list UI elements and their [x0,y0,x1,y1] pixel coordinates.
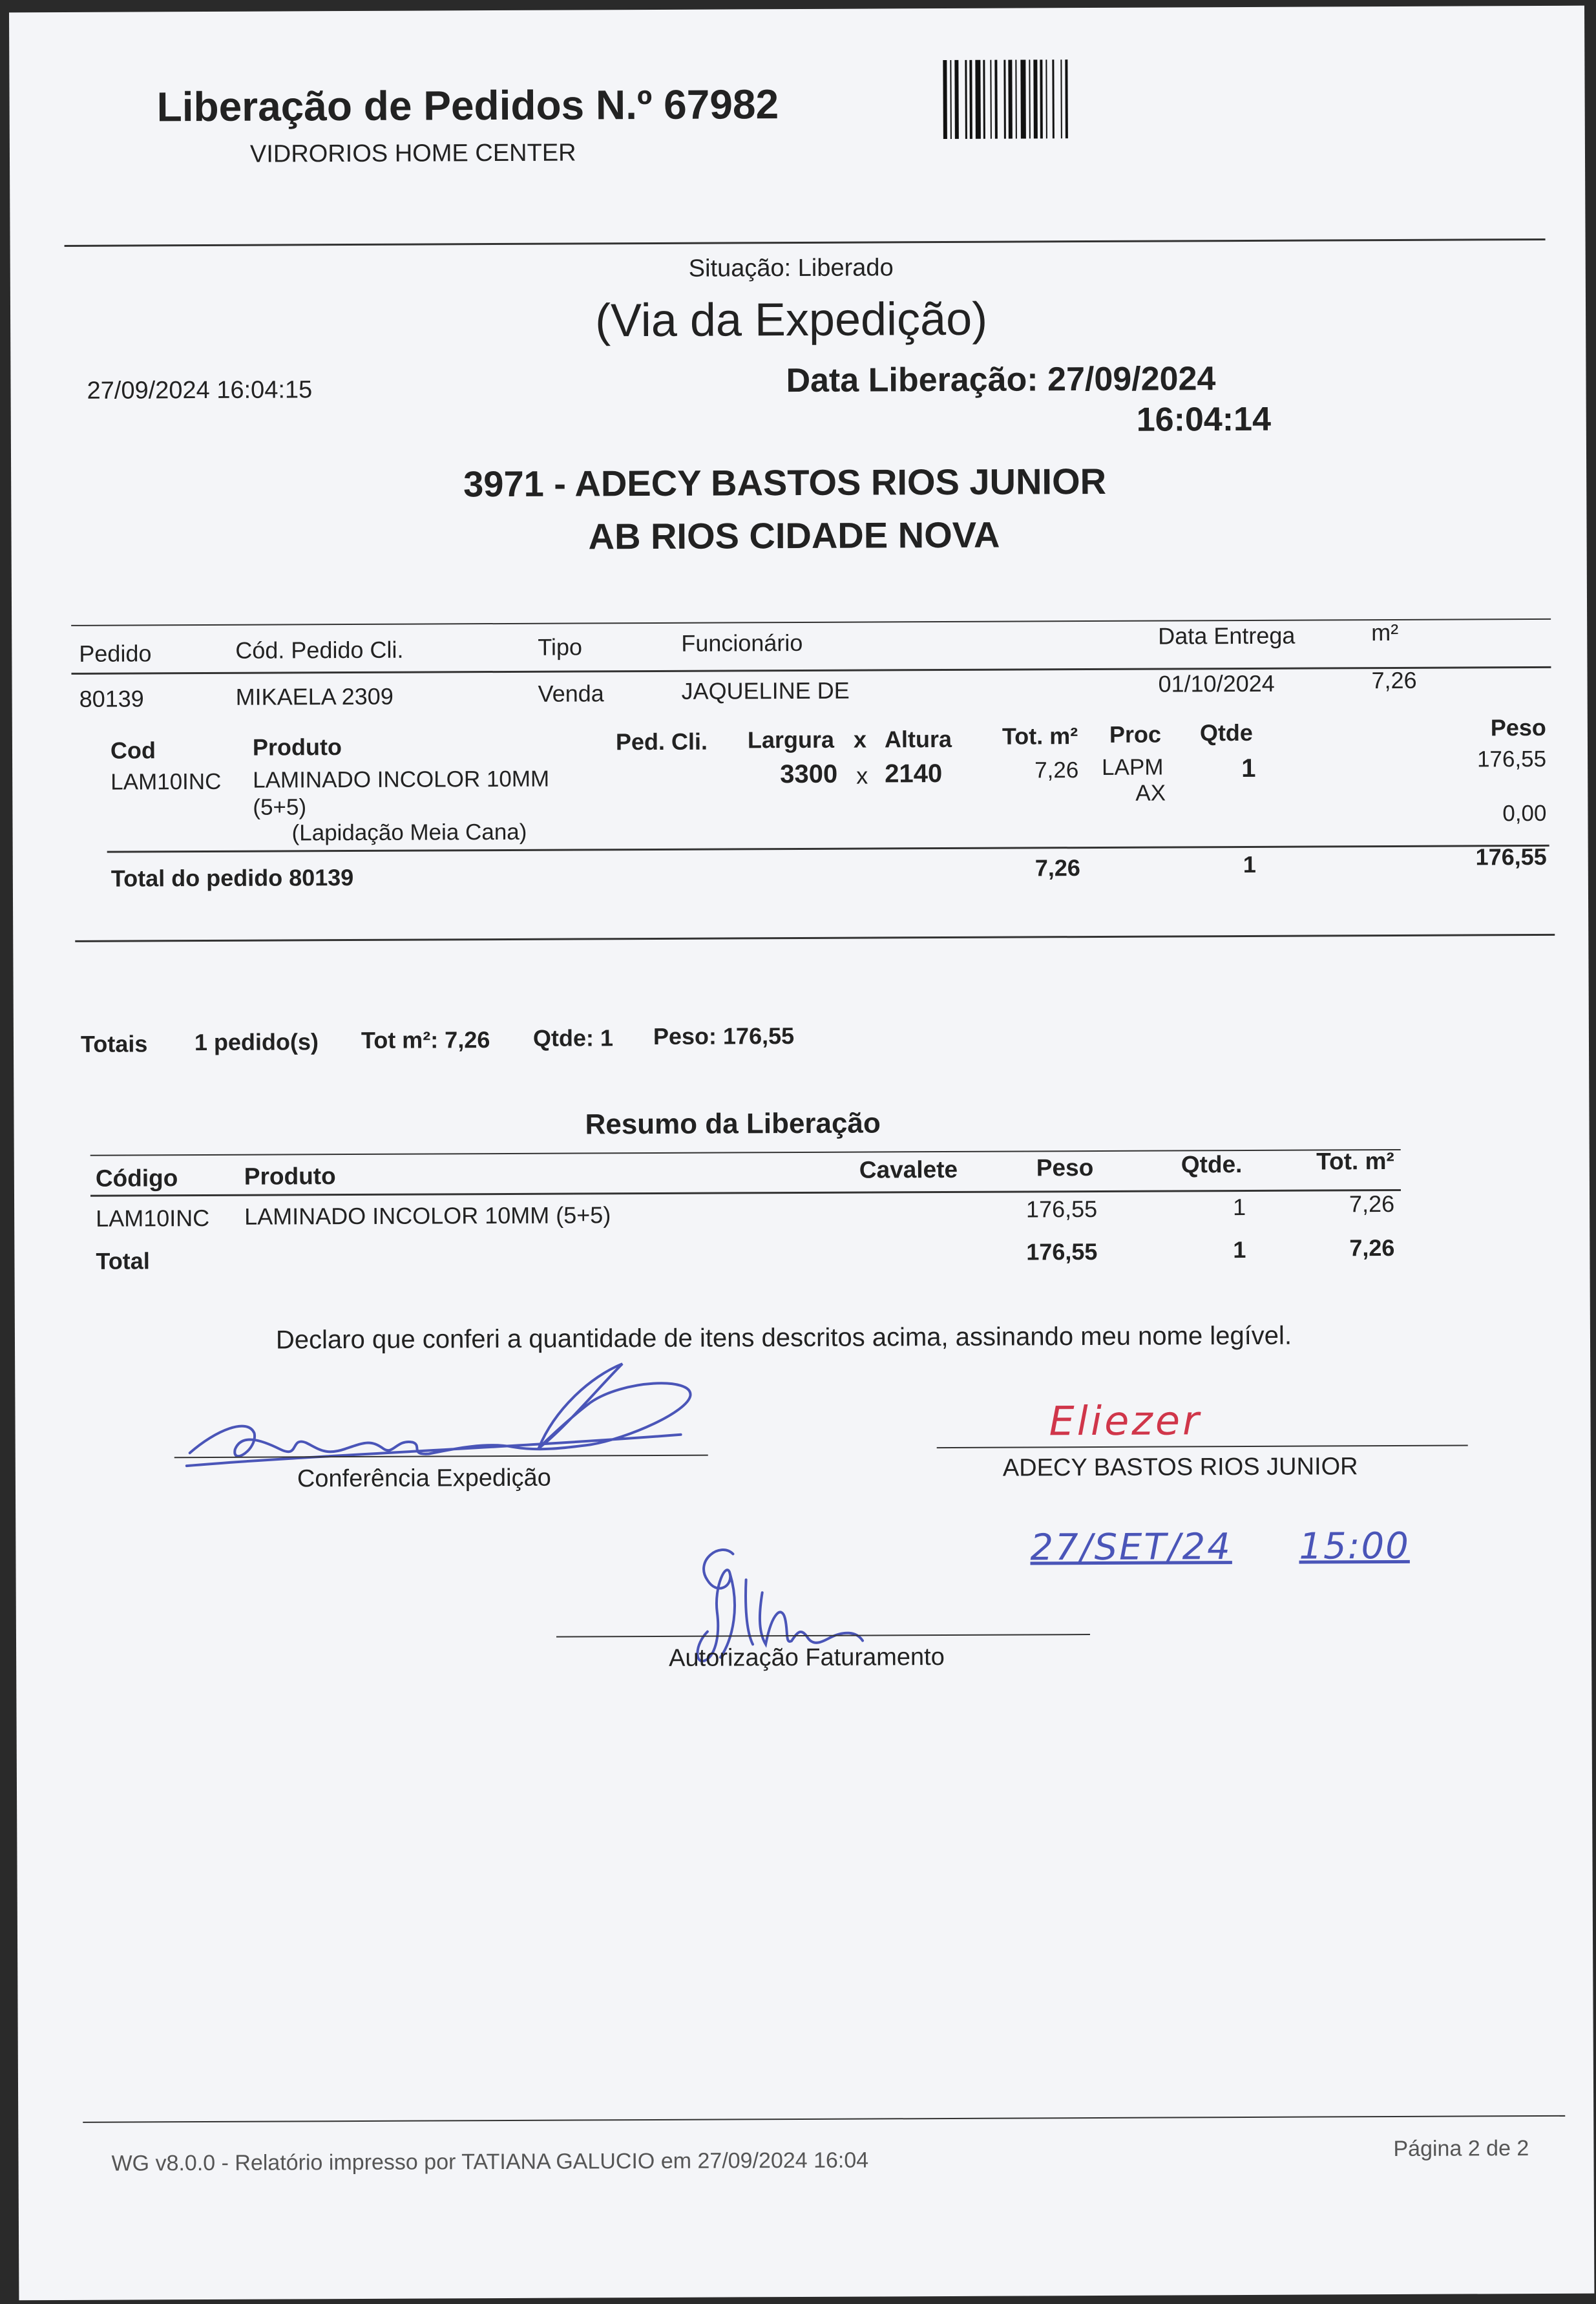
summary-peso: 176,55 [1025,1195,1098,1223]
order-header-top-line [71,618,1551,626]
summary-col-produto: Produto [244,1163,336,1190]
item-tot-m2: 7,26 [1034,757,1079,783]
totals-peso: Peso: 176,55 [653,1022,795,1050]
item-produto-line1: LAMINADO INCOLOR 10MM [253,766,550,793]
item-qtde: 1 [1241,754,1256,783]
barcode-bar [954,60,959,139]
company-name: VIDRORIOS HOME CENTER [249,139,576,168]
client-order-code: MIKAELA 2309 [235,682,394,710]
client-name: 3971 - ADECY BASTOS RIOS JUNIOR [463,460,1107,505]
item-altura: 2140 [885,759,943,788]
barcode-bar [943,60,947,139]
footer-page-number: Página 2 de 2 [1393,2136,1529,2162]
release-date: Data Liberação: 27/09/2024 [786,360,1216,400]
item-col-produto: Produto [252,734,342,761]
barcode [943,59,1202,139]
barcode-bar [990,60,992,139]
order-m2: 7,26 [1371,666,1417,694]
summary-total-peso: 176,55 [1026,1238,1098,1265]
header-divider [65,238,1546,247]
client-signature-label: ADECY BASTOS RIOS JUNIOR [1002,1453,1358,1482]
order-number: 80139 [79,685,144,712]
summary-title: Resumo da Liberação [585,1107,881,1141]
summary-col-peso: Peso [1036,1154,1094,1181]
release-time: 16:04:14 [1136,400,1272,439]
order-total-label: Total do pedido 80139 [110,864,354,892]
barcode-bar [975,60,981,139]
item-col-peso: Peso [1490,713,1546,741]
delivery-date: 01/10/2024 [1158,670,1275,697]
order-total-m2: 7,26 [1034,854,1080,882]
orders-end-line [75,934,1555,942]
barcode-bar [1052,59,1055,138]
client-trade-name: AB RIOS CIDADE NOVA [588,514,1000,557]
item-col-ped-cli: Ped. Cli. [615,728,708,756]
barcode-bar [950,60,952,139]
item-col-qtde: Qtde [1199,719,1253,746]
barcode-bar [1040,59,1043,138]
item-largura: 3300 [780,759,838,789]
summary-tot-m2: 7,26 [1349,1190,1395,1218]
summary-total-qtde: 1 [1233,1236,1246,1263]
handwritten-client-name: Eliezer [1049,1397,1202,1445]
barcode-bar [994,60,998,139]
summary-col-tot-m2: Tot. m² [1316,1147,1394,1175]
declaration-text: Declaro que conferi a quantidade de itens descritos acima, assinando meu nome legível. [275,1321,1292,1355]
col-data-entrega-label: Data Entrega [1158,622,1296,650]
conferencia-label: Conferência Expedição [297,1464,551,1493]
footer-line [83,2115,1565,2123]
totals-label: Totais [80,1030,148,1057]
order-header-bottom-line [71,666,1551,675]
col-pedido-label: Pedido [79,640,152,667]
col-cod-pedido-cli-label: Cód. Pedido Cli. [235,636,404,664]
status-label: Situação: Liberado [688,254,894,282]
summary-qtde: 1 [1233,1193,1246,1221]
item-peso: 176,55 [1476,746,1547,772]
footer-printed-by: WG v8.0.0 - Relatório impresso por TATIANA GALUCIO em 27/09/2024 16:04 [111,2148,869,2176]
item-col-tot-m2: Tot. m² [1002,723,1078,750]
barcode-bar [1033,59,1038,138]
item-process-description: (Lapidação Meia Cana) [291,819,527,846]
col-tipo-label: Tipo [538,633,583,661]
item-produto-line2: (5+5) [253,794,307,820]
barcode-bar [1065,59,1068,138]
document-page [9,6,1594,2301]
print-datetime: 27/09/2024 16:04:15 [87,376,313,405]
summary-col-cavalete: Cavalete [859,1156,958,1183]
summary-codigo: LAM10INC [96,1204,210,1232]
col-m2-label: m² [1371,618,1399,646]
handwritten-time: 15:00 [1299,1525,1410,1568]
barcode-bar [983,60,985,139]
faturamento-label: Autorização Faturamento [669,1643,945,1672]
barcode-bar [969,60,972,139]
item-proc-line2: AX [1135,780,1166,806]
summary-col-qtde: Qtde. [1181,1151,1243,1178]
barcode-bar [1003,60,1006,139]
summary-header-line [90,1189,1401,1197]
item-proc-line1: LAPM [1102,754,1164,780]
summary-col-codigo: Código [95,1165,178,1192]
barcode-bar [1015,60,1017,139]
order-total-qtde: 1 [1243,851,1256,878]
handwritten-date: 27/SET/24 [1030,1526,1232,1569]
order-total-peso: 176,55 [1475,843,1547,871]
item-peso-process: 0,00 [1502,800,1547,827]
copy-type: (Via da Expedição) [594,293,988,347]
totals-qtde: Qtde: 1 [532,1024,614,1052]
order-type: Venda [538,680,604,707]
summary-total-tot-m2: 7,26 [1349,1234,1395,1262]
conferencia-signature [176,1351,707,1483]
barcode-bar [1008,60,1013,139]
totals-orders: 1 pedido(s) [194,1028,319,1056]
item-col-altura: Altura [884,725,952,753]
col-funcionario-label: Funcionário [681,629,803,657]
document-title: Liberação de Pedidos N.º 67982 [156,81,779,131]
item-col-proc: Proc [1109,721,1162,748]
item-col-x: x [853,726,867,753]
item-col-largura: Largura [747,726,835,754]
barcode-bar [1060,59,1062,138]
item-cod: LAM10INC [110,768,222,795]
item-x: x [856,762,868,789]
barcode-bar [1045,59,1047,138]
summary-produto: LAMINADO INCOLOR 10MM (5+5) [244,1201,611,1230]
totals-m2: Tot m²: 7,26 [361,1026,490,1053]
employee-name: JAQUELINE DE [681,677,850,704]
barcode-bar [965,60,967,139]
barcode-bar [1020,59,1026,138]
summary-total-label: Total [96,1247,150,1274]
client-signature-line [937,1444,1468,1448]
barcode-bar [1029,59,1031,138]
item-col-cod: Cod [110,737,156,764]
